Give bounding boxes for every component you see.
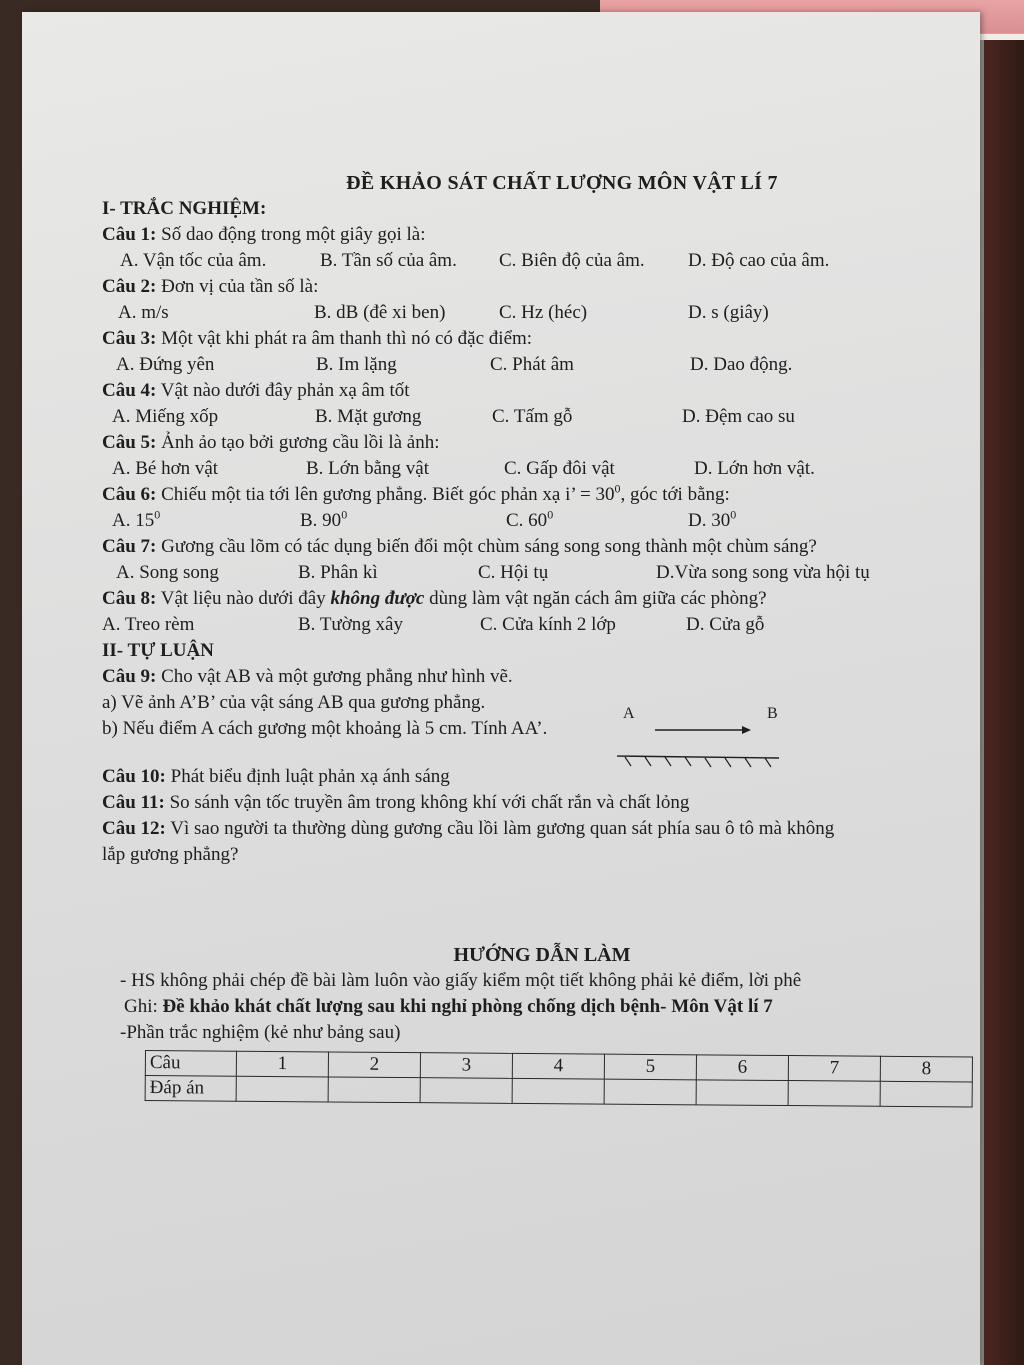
- row-header-question: Câu: [145, 1051, 236, 1077]
- option-b: B. Tường xây: [298, 614, 403, 635]
- option-c: C. Cửa kính 2 lớp: [480, 614, 616, 635]
- option-b: B. Mặt gương: [315, 406, 422, 427]
- column-header: 2: [328, 1052, 420, 1078]
- option-a: A. Vận tốc của âm.: [120, 250, 267, 271]
- arrow-head: [742, 726, 751, 734]
- option-a: A. m/s: [118, 302, 169, 323]
- guide-title: HƯỚNG DẪN LÀM: [453, 944, 631, 966]
- point-b-label: B: [767, 705, 778, 722]
- column-header: 5: [604, 1054, 696, 1080]
- table-row: [145, 1076, 972, 1107]
- section-essay: II- TỰ LUẬN: [102, 640, 214, 661]
- answer-cell: [512, 1078, 604, 1104]
- question-1: Câu 1: Số dao động trong một giây gọi là:: [102, 224, 426, 245]
- answer-cell: [604, 1079, 696, 1105]
- question-4: Câu 4: Vật nào dưới đây phản xạ âm tốt: [102, 380, 410, 401]
- answer-cell: [696, 1080, 788, 1106]
- question-10: Câu 10: Phát biểu định luật phản xạ ánh sáng: [102, 766, 450, 787]
- option-d: D. Dao động.: [690, 354, 793, 375]
- question-12: Câu 12: Vì sao người ta thường dùng gương cầu lồi làm gương quan sát phía sau ô tô mà không: [102, 818, 835, 839]
- question-9-part-b: b) Nếu điểm A cách gương một khoảng là 5 cm. Tính AA’.: [102, 718, 548, 739]
- column-header: 6: [696, 1055, 788, 1081]
- plane-mirror-line: [617, 756, 779, 758]
- option-a: A. $15^0$: [112, 507, 161, 531]
- question-5: Câu 5: Ảnh ảo tạo bởi gương cầu lồi là ảnh:: [102, 432, 440, 453]
- row-header-answer: Đáp án: [145, 1076, 236, 1102]
- guide-instruction: - HS không phải chép đề bài làm luôn vào giấy kiểm một tiết không phải kẻ điểm, lời phê: [120, 970, 802, 991]
- option-c: C. Hz (héc): [499, 302, 588, 323]
- question-8-options: [102, 612, 982, 638]
- option-d: D. s (giây): [688, 302, 769, 323]
- guide-note: Ghi: Đề khảo khát chất lượng sau khi nghỉ phòng chống dịch bệnh- Môn Vật lí 7: [124, 996, 773, 1017]
- question-3-options: [102, 352, 982, 378]
- question-9: Câu 9: Cho vật AB và một gương phẳng như hình vẽ.: [102, 666, 513, 687]
- option-d: D. Độ cao của âm.: [688, 250, 830, 271]
- question-5-options: [102, 456, 982, 482]
- question-2-options: [102, 300, 982, 326]
- column-header: 4: [512, 1053, 604, 1079]
- option-c: C. Phát âm: [490, 354, 574, 375]
- option-a: A. Song song: [116, 562, 219, 583]
- option-b: B. Lớn bằng vật: [306, 458, 429, 479]
- answer-cell: [788, 1081, 880, 1107]
- column-header: 1: [236, 1051, 328, 1077]
- section-multiple-choice: I- TRẮC NGHIỆM:: [102, 198, 267, 219]
- option-d: D. Lớn hơn vật.: [694, 458, 815, 479]
- option-c: C. Gấp đôi vật: [504, 458, 615, 479]
- question-3: Câu 3: Một vật khi phát ra âm thanh thì nó có đặc điểm:: [102, 328, 533, 349]
- answer-cell: [420, 1078, 512, 1104]
- question-7-options: [102, 560, 982, 586]
- option-c: C. Tấm gỗ: [492, 406, 573, 427]
- option-c: C. Hội tụ: [478, 562, 549, 583]
- question-2: Câu 2: Đơn vị của tần số là:: [102, 276, 319, 297]
- page-title: ĐỀ KHẢO SÁT CHẤT LƯỢNG MÔN VẬT LÍ 7: [346, 172, 778, 194]
- paper-page: [22, 12, 980, 1365]
- option-b: B. Phân kì: [298, 562, 378, 583]
- question-11: Câu 11: So sánh vận tốc truyền âm trong không khí với chất rắn và chất lỏng: [102, 792, 690, 813]
- point-a-label: A: [623, 705, 635, 722]
- option-c: C. $60^0$: [506, 507, 554, 531]
- question-7: Câu 7: Gương cầu lõm có tác dụng biến đổi một chùm sáng song song thành một chùm sáng?: [102, 536, 817, 557]
- table-intro: -Phần trắc nghiệm (kẻ như bảng sau): [120, 1022, 401, 1043]
- option-b: B. dB (đê xi ben): [314, 302, 446, 323]
- option-d: D. Cửa gỗ: [686, 614, 765, 635]
- answer-table: [145, 1050, 973, 1108]
- question-9-part-a: a) Vẽ ảnh A’B’ của vật sáng AB qua gương phẳng.: [102, 692, 486, 713]
- answer-cell: [236, 1076, 328, 1102]
- option-b: B. $90^0$: [300, 507, 348, 531]
- option-c: C. Biên độ của âm.: [499, 250, 645, 271]
- option-a: A. Bé hơn vật: [112, 458, 219, 479]
- option-a: A. Treo rèm: [102, 614, 195, 635]
- option-b: B. Im lặng: [316, 354, 397, 375]
- question-12-cont: lắp gương phẳng?: [102, 844, 239, 865]
- column-header: 7: [788, 1056, 880, 1082]
- question-6-options: [102, 508, 982, 534]
- answer-cell: [880, 1081, 972, 1107]
- option-a: A. Đứng yên: [116, 354, 215, 375]
- document-body: [102, 170, 982, 1099]
- column-header: 8: [880, 1056, 972, 1082]
- option-d: D. Đệm cao su: [682, 406, 795, 427]
- option-b: B. Tần số của âm.: [320, 250, 457, 271]
- question-8: Câu 8: Vật liệu nào dưới đây không được dùng làm vật ngăn cách âm giữa các phòng?: [102, 588, 767, 609]
- column-header: 3: [420, 1053, 512, 1079]
- spacer: [102, 742, 982, 764]
- option-d: D.Vừa song song vừa hội tụ: [656, 562, 870, 583]
- question-1-options: [102, 248, 982, 274]
- question-6: Câu 6: Chiếu một tia tới lên gương phẳng. Biết góc phản xạ i’ = $30^0$, góc tới bằng:: [102, 481, 730, 505]
- option-a: A. Miếng xốp: [112, 406, 219, 427]
- question-4-options: [102, 404, 982, 430]
- option-d: D. $30^0$: [688, 507, 737, 531]
- answer-cell: [328, 1077, 420, 1103]
